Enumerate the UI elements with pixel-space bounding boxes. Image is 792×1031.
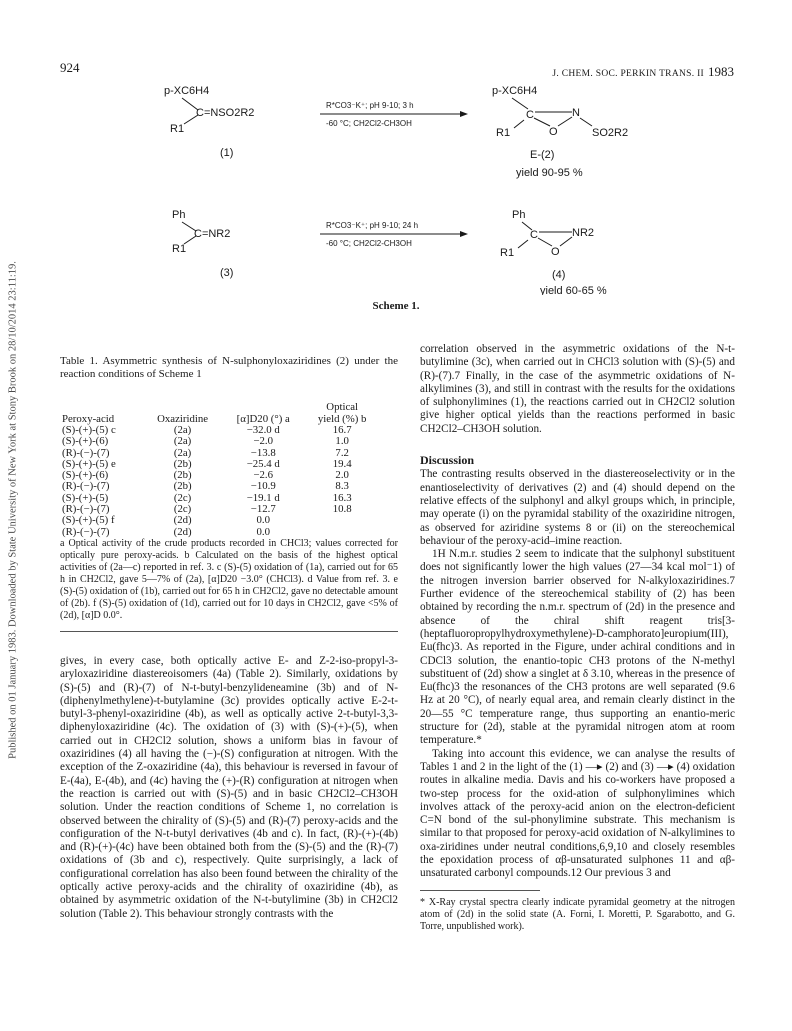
p1-bond-upper <box>512 98 528 109</box>
p2-r1-label: R1 <box>500 247 515 259</box>
cell-rotation: −25.4 d <box>246 457 280 470</box>
table-row <box>60 515 380 526</box>
right-intro-text: correlation observed in the asymmetric oxidations of the N-t-butylimine (3c), when carried out in CHCl3 solution with (S)-(5) and (R)-(7).7 Finally, in the case of the asymmetric oxidations of N-alkylimines (3), and still in contrast with the results for the oxidations of sulphonylimines (1), the reactions carried out in CH2Cl2 solution give higher optical yields than the reactions performed in basic CH2Cl2–CH3OH solution. <box>420 343 735 435</box>
table-row <box>60 527 380 538</box>
right-column <box>420 343 735 933</box>
cell-acid: (S)-(+)-(5) <box>62 491 109 504</box>
r2-compound-number: (3) <box>220 267 234 279</box>
footnote-text: * X-Ray crystal spectra clearly indicate pyramidal geometry at the nitrogen atom of (2d) in the solid state (A. Forni, I. Moretti, P. Sgarabotto, and G. Torre, unpublished work). <box>420 896 735 932</box>
p2-oxygen: O <box>551 246 560 258</box>
col-oxaziridine: Oxaziridine <box>157 413 209 425</box>
p2-yield: yield 60-65 % <box>540 285 607 295</box>
col-rotation: [α]D20 (°) a <box>236 413 290 425</box>
table-1 <box>60 401 380 538</box>
p2-co-bond <box>538 238 552 246</box>
cell-yield <box>304 515 380 526</box>
r2-imine-label: C=NR2 <box>194 228 231 240</box>
table-1-body <box>60 425 380 538</box>
cell-acid: (S)-(+)-(5) c <box>62 424 116 436</box>
p1-bond-r1 <box>514 120 524 128</box>
p1-yield: yield 90-95 % <box>516 167 583 179</box>
cell-oxaziridine: (2a) <box>173 424 192 436</box>
cell-oxaziridine: (2b) <box>173 480 192 493</box>
cell-acid: (S)-(+)-(6) <box>62 469 109 482</box>
col-optical-yield-line2: yield (%) b <box>317 413 367 425</box>
cell-acid: (S)-(+)-(5) e <box>62 457 116 470</box>
discussion-heading: Discussion <box>420 453 475 468</box>
p2-nitrogen-group: NR2 <box>572 227 595 239</box>
table-end-rule <box>60 631 398 632</box>
cell-oxaziridine: (2b) <box>173 469 192 482</box>
cell-rotation: 0.0 <box>256 525 270 538</box>
r2-conditions-bottom: -60 °C; CH2Cl2-CH3OH <box>326 239 412 248</box>
table-row <box>60 436 380 447</box>
table-header-row <box>60 401 380 425</box>
col-optical-yield <box>304 401 380 425</box>
cell-rotation: −32.0 d <box>246 424 280 436</box>
cell-acid: (R)-(−)-(7) <box>62 480 110 493</box>
provenance-strip <box>6 150 20 870</box>
p1-carbon: C <box>526 109 534 121</box>
provenance-text: Published on 01 January 1983. Downloaded by State University of New York at Stony Brook on 28/10/2014 23:11:19. <box>7 261 19 759</box>
cell-rotation: −2.0 <box>253 435 274 448</box>
cell-oxaziridine: (2c) <box>173 491 192 504</box>
r1-imine-label: C=NSO2R2 <box>196 107 255 119</box>
p1-no-bond <box>558 117 572 126</box>
table-row <box>60 425 380 436</box>
footnote-rule <box>420 890 540 891</box>
p2-phenyl-label: Ph <box>512 209 526 221</box>
p1-sulphonyl-label: SO2R2 <box>592 127 629 139</box>
p1-compound-number: E-(2) <box>530 149 555 161</box>
p2-bond-r1 <box>518 240 528 248</box>
cell-acid: (R)-(−)-(7) <box>62 525 110 538</box>
p1-oxygen: O <box>549 126 558 138</box>
cell-yield: 7.2 <box>335 446 349 459</box>
scheme-caption: Scheme 1. <box>372 300 420 312</box>
cell-yield: 16.7 <box>332 424 352 436</box>
cell-yield: 19.4 <box>332 457 352 470</box>
cell-oxaziridine: (2c) <box>173 503 192 516</box>
journal-name: J. CHEM. SOC. PERKIN TRANS. II <box>552 69 704 79</box>
cell-yield: 8.3 <box>335 480 349 493</box>
left-column <box>60 355 398 921</box>
r2-arrow-head <box>460 231 468 237</box>
cell-rotation: 0.0 <box>256 514 270 527</box>
cell-oxaziridine: (2d) <box>173 525 192 538</box>
p2-compound-number: (4) <box>552 269 566 281</box>
cell-acid: (S)-(+)-(6) <box>62 435 109 448</box>
r2-r1-label: R1 <box>172 243 187 255</box>
table-1-footnotes: a Optical activity of the crude products recorded in CHCl3; values corrected for optically pure peroxy-acids. b Calculated on the basis of the highest optical activities of (2a—c) reported in ref. 3. c (S)-(5) oxidation of (1a), carried out for 65 h in CH2Cl2, gave 5—7% of (2a), [α]D20 −3.0° (CHCl3). d Value from ref. 3. e (S)-(5) oxidation of (1b), carried out for 65 h in CH2Cl2, gave no detectable amount of (2b). f (S)-(5) oxidation of (1d), carried out for 10 days in CH2Cl2, gave <5% of (2d), [α]D 0.0°. <box>60 537 398 621</box>
p1-co-bond <box>534 118 550 126</box>
r1-conditions-top: R*CO3⁻K⁺; pH 9-10; 3 h <box>326 101 414 110</box>
p2-no-bond <box>560 237 572 246</box>
p1-nitrogen: N <box>572 107 580 119</box>
col-peroxy-acid: Peroxy-acid <box>62 413 115 425</box>
cell-acid: (R)-(−)-(7) <box>62 503 110 516</box>
cell-oxaziridine: (2a) <box>173 446 192 459</box>
cell-acid: (S)-(+)-(5) f <box>62 514 115 527</box>
r2-phenyl-label: Ph <box>172 209 186 221</box>
cell-rotation: −2.6 <box>253 469 274 482</box>
r1-compound-number: (1) <box>220 147 234 159</box>
page-number: 924 <box>60 60 80 75</box>
scheme-1-figure <box>140 80 700 295</box>
cell-rotation: −12.7 <box>250 503 276 516</box>
p1-bond-so2 <box>580 118 592 126</box>
table-row <box>60 459 380 470</box>
p1-r1-label: R1 <box>496 127 511 139</box>
r1-bond-lower <box>184 115 198 124</box>
cell-rotation: −13.8 <box>250 446 276 459</box>
cell-oxaziridine: (2a) <box>173 435 192 448</box>
discussion-paragraph-3: Taking into account this evidence, we can analyse the results of Tables 1 and 2 in the light of the (1) —▸ (2) and (3) —▸ (4) oxidation routes in alkaline media. Davis and his co-workers have proposed a two-step process for the oxid-ation of sulphonylimines which involves attack of the peroxy-acid anion on the electron-deficient C=N bond of the sul-phonylimine substrate. This mechanism is similar to that proposed for peroxy-acid oxidation of N-alkylimines to oxa-ziridines under neutral conditions,6,9,10 and closely resembles the epoxidation process of αβ-unsaturated sulphones 11 and αβ-unsaturated carbonyl compounds.12 Our previous 3 and <box>420 747 735 880</box>
table-1-caption: Table 1. Asymmetric synthesis of N-sulphonyloxaziridines (2) under the reaction conditions of Scheme 1 <box>60 355 398 380</box>
p2-carbon: C <box>530 229 538 241</box>
cell-oxaziridine: (2b) <box>173 457 192 470</box>
running-head <box>552 64 734 80</box>
table-row <box>60 481 380 492</box>
cell-yield: 2.0 <box>335 469 349 482</box>
left-body-text: gives, in every case, both optically active E- and Z-2-iso-propyl-3-aryloxaziridine diastereoisomers (4a) (Table 2). Similarly, oxidations by (S)-(5) and (R)-(7) of N-t-butyl-benzylideneamine (3b) and of N-(diphenylmethylene)-t-butylamine (3c) provides optically active E-2-t-butyl-3-phenyl-oxaziridine (4b), as well as optically active 2-t-butyl-3,3-diphenyloxaziridine (4c). The oxidation of (3) with (S)-(+)-(5), when carried out in CH2Cl2 solution, shows a uniform bias in favour of oxaziridines (4) all having the (−)-(S) configuration at nitrogen. With the exception of the Z-oxaziridine (4a), this behaviour is reversed in favour of E-(4a), E-(4b), and (4c) having the (+)-(R) configuration at nitrogen when the reaction is carried out with (S)-(5) and in basic CH2Cl2–CH3OH solution. Under the reaction conditions of Scheme 1, no correlation is observed between the chirality of (S)-(5) and (R)-(7) peroxy-acids and the configuration of the N-t-butyl derivatives (4b and c). In fact, (R)-(+)-(4b) and (R)-(+)-(4c) have been obtained both from the (S)-(5) and the (R)-(7) oxidations of (3b and c), respectively. Quite surprisingly, a lack of configurational correlation has also been found between the chirality of the optically active peroxy-acids and the chirality of oxaziridine (4b), as obtained by asymmetric oxidation of the N-t-butylimine (3b) in CH2Cl2 solution (Table 2). This behaviour strongly contrasts with the <box>60 654 398 920</box>
journal-year: 1983 <box>708 64 734 79</box>
cell-rotation: −10.9 <box>250 480 276 493</box>
r1-conditions-bottom: -60 °C; CH2Cl2-CH3OH <box>326 119 412 128</box>
col-optical-yield-line1: Optical <box>326 401 359 413</box>
cell-acid: (R)-(−)-(7) <box>62 446 110 459</box>
r1-arrow-head <box>460 111 468 117</box>
discussion-paragraph-2: 1H N.m.r. studies 2 seem to indicate that the sulphonyl substituent does not significantly lower the high values (27—34 kcal mol⁻1) of the nitrogen inversion barrier observed for N-alkyloxaziridines.7 Further evidence of the stereochemical stability of (2) has been obtained by recording the n.m.r. spectrum of (2d) in the presence and absence of the chiral shift reagent tris[3-(heptafluoropropylhydroxymethylene)-D-camphorato]europium(III), Eu(fhc)3. As reported in the Figure, under achiral conditions and in CDCl3 solution, the enantio-topic CH3 protons of the N-methyl substituent of (2d) show a singlet at δ 3.10, whereas in the presence of Eu(fhc)3 the resonances of the CH3 protons are well separated (9.6 Hz at 20 °C), of nearly equal area, and remain clearly distinct in the 20—55 °C temperature range, thus supporting an enantio-meric structure for (2d), stable at the pyramidal nitrogen atom at room temperature.* <box>420 548 735 747</box>
p1-aryl-label: p-XC6H4 <box>492 85 538 97</box>
cell-yield: 10.8 <box>332 503 352 516</box>
cell-rotation: −19.1 d <box>246 491 280 504</box>
cell-yield <box>304 527 380 538</box>
r1-r1-label: R1 <box>170 123 185 135</box>
cell-oxaziridine: (2d) <box>173 514 192 527</box>
discussion-paragraph-1: The contrasting results observed in the diastereoselectivity or in the enantioselectivity of derivatives (2) and (4) should depend on the relative effects of the sulphonyl and alkyl groups which, in principle, may operate (i) on the pyramidal stability of the oxaziridine nitrogen, as observed for aziridine systems 8 or (ii) on the stereochemical behaviour of the peroxy-acid–imine reaction. <box>420 468 735 547</box>
r1-aryl-label: p-XC6H4 <box>164 85 210 97</box>
cell-yield: 16.3 <box>332 491 352 504</box>
r2-conditions-top: R*CO3⁻K⁺; pH 9-10; 24 h <box>326 221 419 230</box>
cell-yield: 1.0 <box>335 435 349 448</box>
